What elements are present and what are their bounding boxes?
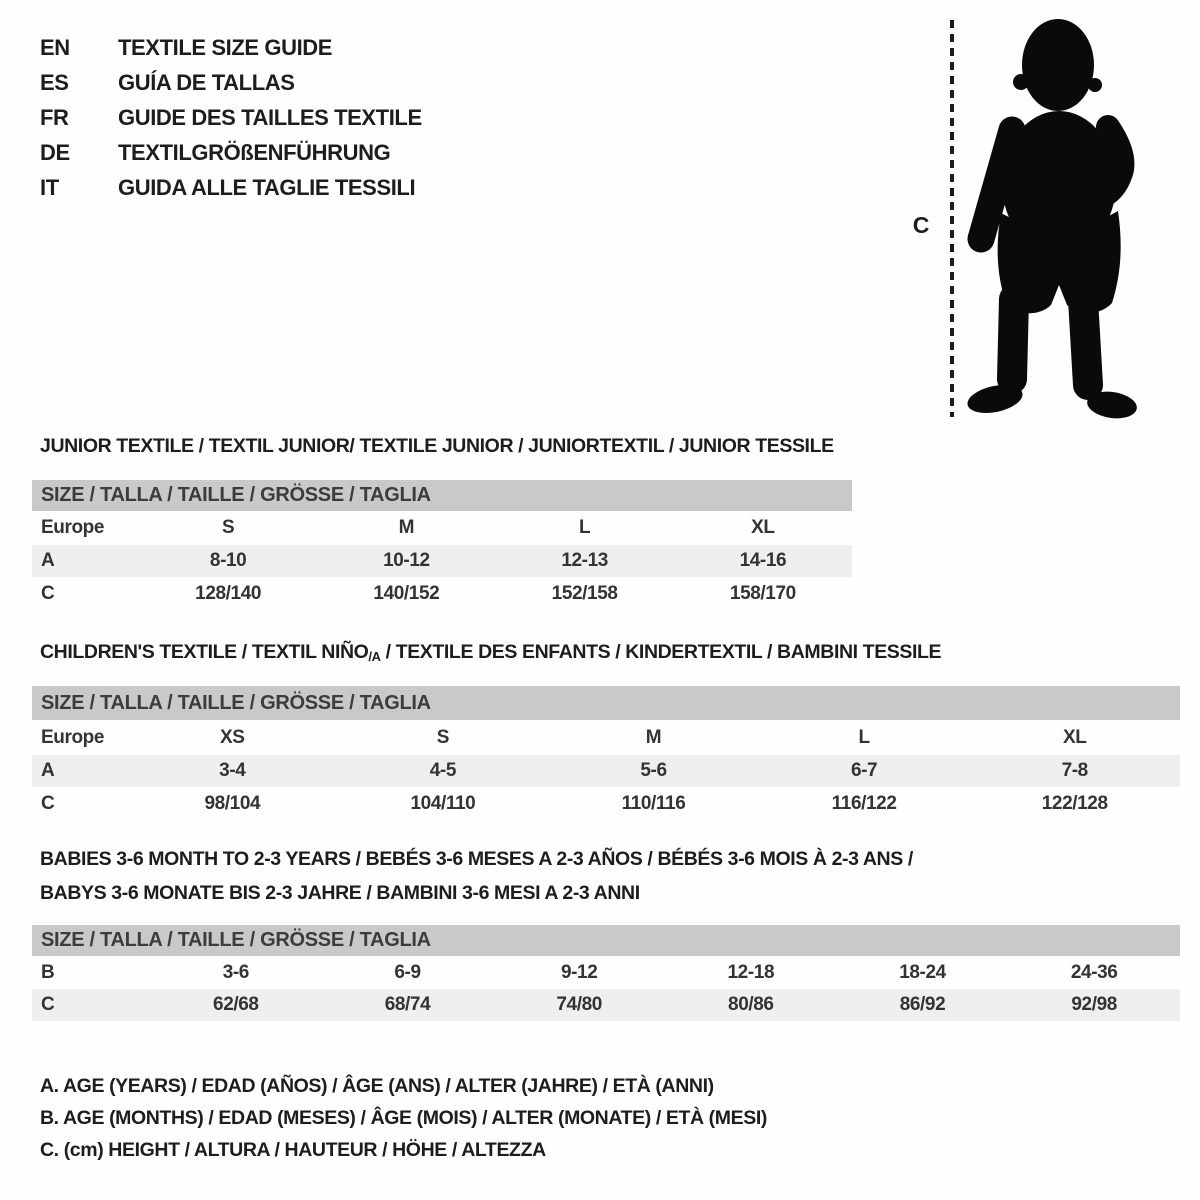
value-cell: 152/158 <box>551 582 618 604</box>
children-columns-row <box>32 720 1180 755</box>
value-cell: 80/86 <box>728 994 774 1015</box>
junior-size-table <box>32 480 852 610</box>
size-column: XS <box>220 726 245 748</box>
value-cell: 3-4 <box>219 760 246 781</box>
value-cell: 4-5 <box>429 760 457 781</box>
region-label: Europe <box>41 517 105 538</box>
value-cell: 158/170 <box>729 582 796 604</box>
row-label: B <box>41 961 55 983</box>
children-size-header: SIZE / TALLA / TAILLE / GRÖSSE / TAGLIA <box>32 686 1180 720</box>
value-cell: 5-6 <box>640 760 667 781</box>
junior-section-title: JUNIOR TEXTILE / TEXTIL JUNIOR/ TEXTILE JUNIOR / JUNIORTEXTIL / JUNIOR TESSILE <box>40 435 834 457</box>
babies-months-row <box>32 956 1180 989</box>
lang-code: FR <box>40 104 69 130</box>
children-title-prefix: CHILDREN'S TEXTILE / TEXTIL NIÑO <box>40 641 369 663</box>
value-cell: 98/104 <box>204 792 261 814</box>
value-cell: 116/122 <box>831 792 897 814</box>
children-title-suffix: / TEXTILE DES ENFANTS / KINDERTEXTIL / BAMBINI TESSILE <box>380 641 942 663</box>
value-cell: 8-10 <box>209 550 247 571</box>
value-cell: 122/128 <box>1041 792 1108 814</box>
row-label: C <box>41 582 55 604</box>
children-section-title <box>40 641 941 664</box>
junior-size-header: SIZE / TALLA / TAILLE / GRÖSSE / TAGLIA <box>32 480 852 511</box>
size-column: L <box>858 726 870 748</box>
size-column: XL <box>1062 726 1087 748</box>
value-cell: 62/68 <box>213 994 259 1015</box>
babies-size-header: SIZE / TALLA / TAILLE / GRÖSSE / TAGLIA <box>32 925 1180 956</box>
children-age-row <box>32 755 1180 787</box>
row-label: A <box>41 760 55 781</box>
value-cell: 24-36 <box>1070 961 1118 983</box>
size-column: L <box>579 517 591 538</box>
value-cell: 86/92 <box>899 994 946 1015</box>
value-cell: 128/140 <box>195 582 262 604</box>
value-cell: 10-12 <box>383 550 430 571</box>
lang-title: TEXTILGRÖßENFÜHRUNG <box>118 139 391 165</box>
lang-title: GUIDA ALLE TAGLIE TESSILI <box>118 174 416 200</box>
value-cell: 12-13 <box>561 550 608 571</box>
children-title-sub: /A <box>368 649 381 664</box>
babies-height-row <box>32 989 1180 1021</box>
measure-legend <box>40 1070 767 1166</box>
lang-row-de <box>40 135 422 170</box>
junior-columns-row <box>32 511 852 545</box>
babies-size-table <box>32 925 1180 1021</box>
junior-age-row <box>32 545 852 577</box>
lang-code: ES <box>40 69 69 95</box>
value-cell: 74/80 <box>556 994 602 1015</box>
value-cell: 14-16 <box>739 550 787 571</box>
size-column: M <box>398 517 415 538</box>
size-column: XL <box>751 517 775 538</box>
value-cell: 92/98 <box>1071 994 1117 1015</box>
value-cell: 104/110 <box>410 792 476 814</box>
row-label: C <box>41 994 55 1015</box>
value-cell: 6-9 <box>394 961 421 983</box>
babies-section-title-line1: BABIES 3-6 MONTH TO 2-3 YEARS / BEBÉS 3-6 MESES A 2-3 AÑOS / BÉBÉS 3-6 MOIS À 2-3 ANS / <box>40 848 913 870</box>
children-height-row <box>32 787 1180 820</box>
value-cell: 140/152 <box>373 582 440 604</box>
lang-row-en <box>40 30 422 65</box>
value-cell: 9-12 <box>560 961 598 983</box>
legend-line-c: C. (cm) HEIGHT / ALTURA / HAUTEUR / HÖHE / ALTEZZA <box>40 1139 546 1161</box>
lang-code: IT <box>40 174 59 200</box>
children-size-table <box>32 686 1180 820</box>
row-label: C <box>41 792 55 814</box>
legend-line-a: A. AGE (YEARS) / EDAD (AÑOS) / ÂGE (ANS) / ALTER (JAHRE) / ETÀ (ANNI) <box>40 1075 714 1097</box>
lang-code: DE <box>40 139 70 165</box>
height-measure-label: C <box>912 212 930 238</box>
language-list <box>40 30 422 205</box>
lang-code: EN <box>40 34 70 60</box>
region-label: Europe <box>41 726 105 748</box>
value-cell: 110/116 <box>621 792 686 814</box>
lang-row-fr <box>40 100 422 135</box>
junior-height-row <box>32 577 852 610</box>
size-column: M <box>645 726 662 748</box>
legend-line-b: B. AGE (MONTHS) / EDAD (MESES) / ÂGE (MOIS) / ALTER (MONATE) / ETÀ (MESI) <box>40 1107 767 1129</box>
size-column: S <box>436 726 450 748</box>
value-cell: 3-6 <box>222 961 249 983</box>
size-column: S <box>221 517 235 538</box>
babies-section-title-line2: BABYS 3-6 MONATE BIS 2-3 JAHRE / BAMBINI 3-6 MESI A 2-3 ANNI <box>40 882 640 904</box>
lang-title: GUIDE DES TAILLES TEXTILE <box>118 104 422 130</box>
lang-row-it <box>40 170 422 205</box>
toddler-silhouette <box>965 19 1139 421</box>
value-cell: 12-18 <box>727 961 775 983</box>
toddler-figure <box>915 15 1150 425</box>
lang-row-es <box>40 65 422 100</box>
value-cell: 7-8 <box>1061 760 1088 781</box>
lang-title: GUÍA DE TALLAS <box>118 69 295 95</box>
lang-title: TEXTILE SIZE GUIDE <box>118 34 333 60</box>
value-cell: 68/74 <box>384 994 431 1015</box>
row-label: A <box>41 550 55 571</box>
value-cell: 6-7 <box>850 760 878 781</box>
value-cell: 18-24 <box>899 961 946 983</box>
